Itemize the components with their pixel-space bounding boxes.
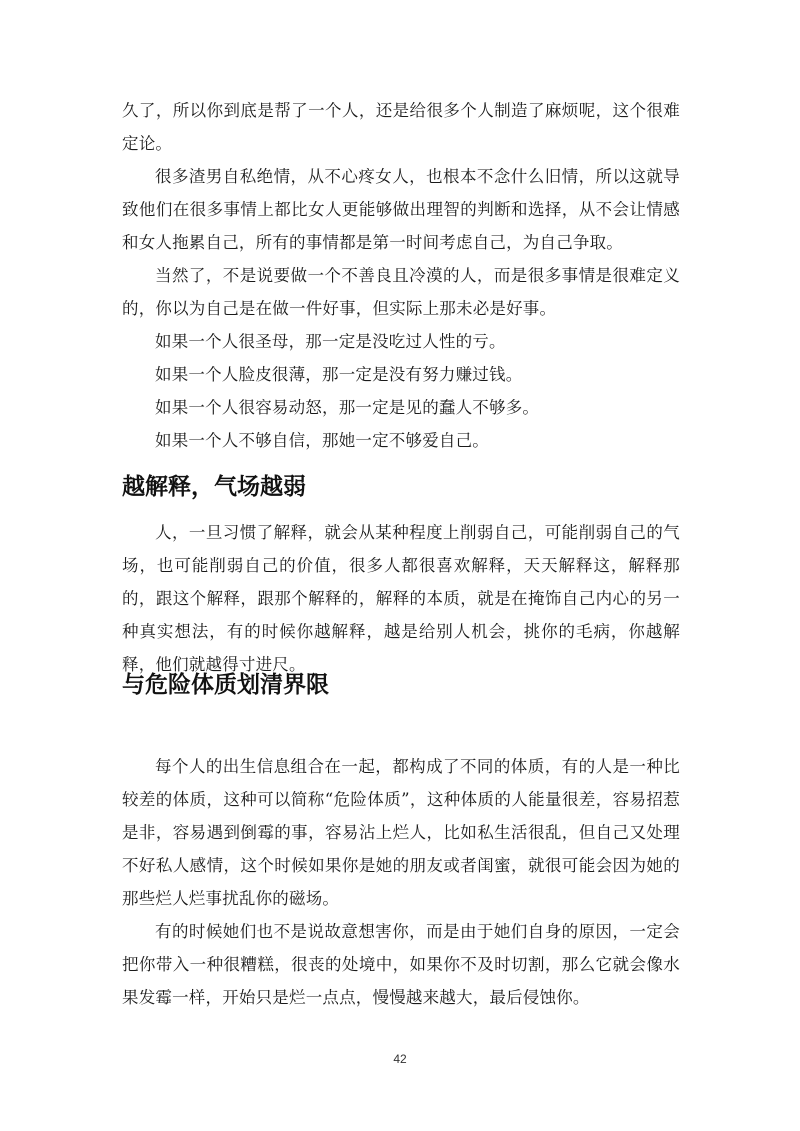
section-body — [122, 516, 680, 681]
paragraph: 有的时候她们也不是说故意想害你，而是由于她们自身的原因，一定会把你带入一种很糟糕，很丧的处境中，如果你不及时切割，那么它就会像水果发霉一样，开始只是烂一点点，慢慢越来越大，最后侵蚀你。 — [122, 922, 680, 1007]
paragraph: 如果一个人脸皮很薄，那一定是没有努力赚过钱。 — [155, 365, 523, 384]
paragraph: 如果一个人很圣母，那一定是没吃过人性的亏。 — [155, 332, 506, 351]
section-heading: 与危险体质划清界限 — [122, 672, 329, 698]
paragraph: 每个人的出生信息组合在一起，都构成了不同的体质，有的人是一种比较差的体质，这种可以简称“危险体质”，这种体质的人能量很差，容易招惹是非，容易遇到倒霉的事，容易沾上烂人，比如私生活很乱，但自己又处理不好私人感情，这个时候如果你是她的朋友或者闺蜜，就很可能会因为她的那些烂人烂事扰乱你的磁场。 — [122, 757, 680, 908]
intro-section — [122, 94, 680, 457]
section-heading: 越解释，气场越弱 — [122, 474, 306, 500]
paragraph: 当然了，不是说要做一个不善良且冷漠的人，而是很多事情是很难定义的，你以为自己是在做一件好事，但实际上那未必是好事。 — [122, 266, 680, 318]
paragraph: 久了，所以你到底是帮了一个人，还是给很多个人制造了麻烦呢，这个很难定论。 — [122, 101, 680, 153]
paragraph: 如果一个人不够自信，那她一定不够爱自己。 — [155, 431, 489, 450]
section-body — [122, 750, 680, 1014]
paragraph: 很多渣男自私绝情，从不心疼女人，也根本不念什么旧情，所以这就导致他们在很多事情上都比女人更能够做出理智的判断和选择，从不会让情感和女人拖累自己，所有的事情都是第一时间考虑自己，为自己争取。 — [122, 167, 680, 252]
paragraph: 如果一个人很容易动怒，那一定是见的蠢人不够多。 — [155, 398, 540, 417]
page-number: 42 — [393, 1052, 407, 1066]
paragraph: 人，一旦习惯了解释，就会从某种程度上削弱自己，可能削弱自己的气场，也可能削弱自己的价值，很多人都很喜欢解释，天天解释这，解释那的，跟这个解释，跟那个解释的，解释的本质，就是在掩饰自己内心的另一种真实想法，有的时候你越解释，越是给别人机会，挑你的毛病，你越解释，他们就越得寸进尺。 — [122, 523, 680, 674]
